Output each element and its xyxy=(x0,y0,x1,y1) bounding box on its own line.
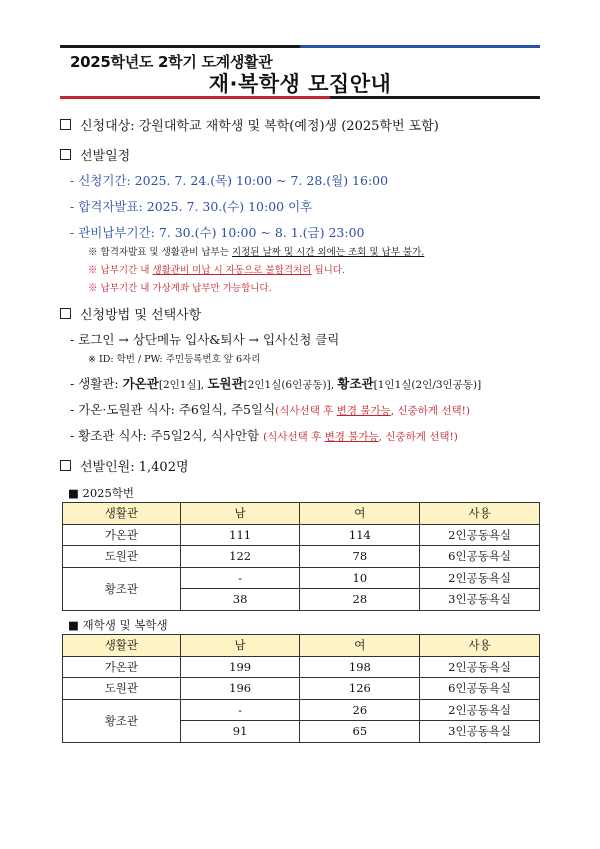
table-row xyxy=(63,524,540,546)
cell-male: 91 xyxy=(180,721,300,743)
meal-1-prefix: - 가온·도원관 식사: 주6일식, 주5일식 xyxy=(70,402,276,417)
section-method-label: 신청방법 및 선택사항 xyxy=(80,308,202,323)
schedule-note-3: ※ 납부기간 내 가상계좌 납부만 가능합니다. xyxy=(88,283,272,294)
page-title: 재·복학생 모집안내 xyxy=(208,72,392,96)
header-cell-use: 사용 xyxy=(420,503,540,525)
table-1-title: ■ 2025학번 xyxy=(68,486,135,500)
cell-hall: 가온관 xyxy=(63,524,181,546)
section-target xyxy=(60,115,439,134)
method-meal-1 xyxy=(70,400,470,418)
section-schedule xyxy=(60,145,130,164)
meal-2-warn-b: , 신중하게 선택!) xyxy=(378,431,458,443)
table-header-row xyxy=(63,635,540,657)
table-returning-students xyxy=(62,634,540,743)
header-cell-hall: 생활관 xyxy=(63,635,181,657)
cell-hall: 황조관 xyxy=(63,567,181,610)
cell-use: 3인공동욕실 xyxy=(420,721,540,743)
cell-female: 28 xyxy=(300,589,420,611)
method-login-note: ※ ID: 학번 / PW: 주민등록번호 앞 6자리 xyxy=(88,354,261,365)
method-login: - 로그인 → 상단메뉴 입사&퇴사 → 입사신청 클릭 xyxy=(70,332,340,347)
note-1-underlined: 지정된 날짜 및 시간 외에는 조회 및 납부 불가. xyxy=(231,247,425,258)
cell-male: - xyxy=(180,699,300,721)
table-2-title: ■ 재학생 및 복학생 xyxy=(68,618,168,632)
header-cell-hall: 생활관 xyxy=(63,503,181,525)
note-2-underlined: 생활관비 미납 시 자동으로 불합격처리 xyxy=(152,265,312,276)
cell-male: - xyxy=(180,567,300,589)
cell-female: 198 xyxy=(300,656,420,678)
dorm-c-desc: [1인1실(2인/3인공동)] xyxy=(373,379,482,391)
meal-1-warn-a: (식사선택 후 xyxy=(275,405,337,417)
cell-use: 2인공동욕실 xyxy=(420,699,540,721)
section-method xyxy=(60,304,201,323)
dorm-a-desc: [2인1실], xyxy=(158,379,208,391)
header-rule-top-left xyxy=(60,45,300,48)
schedule-payment: - 관비납부기간: 7. 30.(수) 10:00 ~ 8. 1.(금) 23:00 xyxy=(70,225,365,240)
header-cell-female: 여 xyxy=(300,635,420,657)
section-target-label: 신청대상: 강원대학교 재학생 및 복학(예정)생 (2025학번 포함) xyxy=(80,119,439,134)
cell-hall: 도원관 xyxy=(63,546,181,568)
table-row xyxy=(63,678,540,700)
method-dorms xyxy=(70,374,481,392)
note-1-prefix: ※ 합격자발표 및 생활관비 납부는 xyxy=(88,247,232,258)
header-cell-male: 남 xyxy=(180,635,300,657)
table-row xyxy=(63,699,540,721)
dorm-c: 황조관 xyxy=(337,376,374,391)
header-rule-top-right xyxy=(300,45,540,48)
section-quota xyxy=(60,456,189,475)
dorm-prefix: - 생활관: xyxy=(70,376,123,391)
meal-2-prefix: - 황조관 식사: 주5일2식, 식사안함 xyxy=(70,428,264,443)
table-row xyxy=(63,567,540,589)
header-rule-bottom-right xyxy=(330,96,540,99)
cell-female: 114 xyxy=(300,524,420,546)
cell-female: 78 xyxy=(300,546,420,568)
cell-hall: 도원관 xyxy=(63,678,181,700)
table-row xyxy=(63,546,540,568)
cell-female: 126 xyxy=(300,678,420,700)
section-schedule-label: 선발일정 xyxy=(80,149,131,164)
header-cell-female: 여 xyxy=(300,503,420,525)
cell-hall: 황조관 xyxy=(63,699,181,742)
schedule-note-2 xyxy=(88,262,345,276)
cell-use: 2인공동욕실 xyxy=(420,524,540,546)
header-cell-male: 남 xyxy=(180,503,300,525)
schedule-apply: - 신청기간: 2025. 7. 24.(목) 10:00 ~ 7. 28.(월) 16:00 xyxy=(70,173,389,188)
note-2-prefix: ※ 납부기간 내 xyxy=(88,265,153,276)
cell-male: 122 xyxy=(180,546,300,568)
checkbox-square-icon xyxy=(60,119,71,130)
cell-male: 196 xyxy=(180,678,300,700)
header-cell-use: 사용 xyxy=(420,635,540,657)
table-header-row xyxy=(63,503,540,525)
cell-female: 10 xyxy=(300,567,420,589)
cell-hall: 가온관 xyxy=(63,656,181,678)
cell-use: 3인공동욕실 xyxy=(420,589,540,611)
cell-female: 65 xyxy=(300,721,420,743)
meal-1-warn-b: , 신중하게 선택!) xyxy=(390,405,470,417)
schedule-result: - 합격자발표: 2025. 7. 30.(수) 10:00 이후 xyxy=(70,199,313,214)
header-rule-bottom-left xyxy=(60,96,330,99)
checkbox-square-icon xyxy=(60,149,71,160)
table-row xyxy=(63,656,540,678)
meal-2-warn-a: (식사선택 후 xyxy=(263,431,325,443)
dorm-b-desc: [2인1실(6인공동)], xyxy=(243,379,338,391)
meal-1-warn-underlined: 변경 불가능 xyxy=(336,405,391,417)
dorm-a: 가온관 xyxy=(122,376,159,391)
schedule-note-1 xyxy=(88,244,424,258)
table-2025-freshmen xyxy=(62,502,540,611)
checkbox-square-icon xyxy=(60,308,71,319)
cell-male: 111 xyxy=(180,524,300,546)
note-2-suffix: 됩니다. xyxy=(311,265,345,276)
method-meal-2 xyxy=(70,426,458,444)
checkbox-square-icon xyxy=(60,460,71,471)
meal-2-warn-underlined: 변경 불가능 xyxy=(324,431,379,443)
cell-male: 199 xyxy=(180,656,300,678)
cell-use: 6인공동욕실 xyxy=(420,678,540,700)
cell-use: 2인공동욕실 xyxy=(420,656,540,678)
dorm-b: 도원관 xyxy=(207,376,244,391)
cell-use: 2인공동욕실 xyxy=(420,567,540,589)
cell-use: 6인공동욕실 xyxy=(420,546,540,568)
cell-female: 26 xyxy=(300,699,420,721)
cell-male: 38 xyxy=(180,589,300,611)
section-quota-label: 선발인원: 1,402명 xyxy=(80,460,189,475)
header-subtitle: 2025학년도 2학기 도계생활관 xyxy=(70,53,273,71)
